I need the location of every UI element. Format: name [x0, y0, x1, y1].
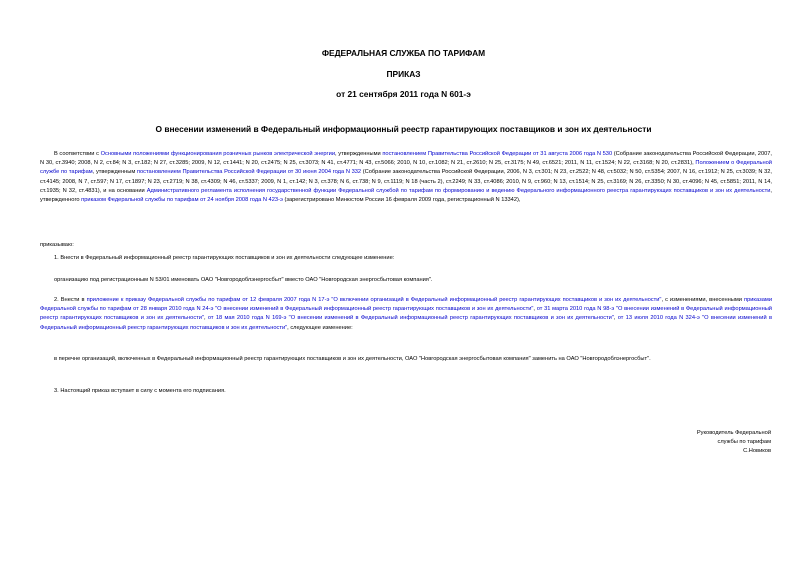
item-3-text: 3. Настоящий приказ вступает в силу с момента его подписания. [54, 388, 226, 394]
document-date-number: от 21 сентября 2011 года N 601-э [336, 89, 471, 99]
item2-link[interactable]: от 31 марта 2010 года N 98-э "О внесении изменений в Федеральный информационный реестр гарантирующих поставщиков и зон их деятельности" [40, 306, 772, 322]
preamble-text: (Собрание законодательства Российской Федерации, 2006, N 3, ст.301; N 23, ст.2522; N 48, ст.5032; N 50, ст.5354; 2007, N 16, ст.1912; N 25, ст.3039; N 32, ст.4145; 2008, N 7, ст.597; N 17, ст.1897; N 23, ст.2719; N 38, ст.4309; N 46, ст.5337; 2009, N 1, ст.142; N 3, ст.378; N 6, ст.738; N 9, ст.1119; N 18 (часть 2), ст.2249; N 33, ст.4086; 2010, N 9, ст.960; N 13, ст.1514; N 25, ст.3169; N 26, ст.3350; N 30, ст.4096; N 45, ст.5851; 2011, N 14, ст.1935; N 32, ст.4831), и на основании [40, 169, 773, 194]
preamble-paragraph [40, 150, 772, 205]
item2-text: , [203, 315, 208, 322]
preamble-text: , утвержденным [92, 169, 137, 176]
signature-line-agency: службы по тарифам [717, 439, 771, 446]
preamble-text: (зарегистрировано Минюстом России 16 февраля 2009 года, регистрационный N 13342), [282, 197, 521, 204]
item2-link[interactable]: приказами Федеральной службы по тарифам от 28 января 2010 года N 24-э "О внесении изменений в Федеральный информационный реестр гарантирующих поставщиков и зон их деятельности" [40, 297, 772, 313]
document-title: О внесении изменений в Федеральный информационный реестр гарантирующих поставщиков и зон их деятельности [155, 124, 652, 134]
item-1 [40, 254, 772, 263]
item-1-change [40, 276, 772, 285]
item2-link[interactable]: приложение к приказу Федеральной службы по тарифам от 12 февраля 2007 года N 17-э "О включении организаций в Федеральный информационный реестр гарантирующих поставщиков и зон их деятельности" [86, 297, 662, 303]
order-word-text: приказываю: [40, 242, 74, 248]
item2-link[interactable]: от 13 июля 2010 года N 324-э "О внесении изменений в Федеральный информационный реестр гарантирующих поставщиков и зон их деятельности" [40, 315, 772, 331]
signature-line-position: Руководитель Федеральной [696, 430, 771, 436]
item-2-change [40, 355, 772, 364]
preamble-link[interactable]: постановлением Правительства Российской Федерации от 31 августа 2006 года N 530 [382, 151, 613, 157]
preamble-text: , утвержденными [335, 151, 383, 157]
order-word [40, 241, 772, 250]
preamble-text: (Собрание законодательства Российской Федерации, 2007, N 30, ст.3940; 2008, N 2, ст.84; N 3, ст.182; N 27, ст.3285; 2009, N 12, ст.1441; N 20, ст.2475; N 25, ст.3073; N 41, ст.4771; N 43, ст.5066; 2010, N 10, ст.1082; N 21, ст.2610; N 25, ст.3175; N 49, ст.6521; 2011, N 11, ст.1524; N 22, ст.3168; N 20, ст.2831), [40, 151, 773, 167]
item2-text: 2. Внести в [54, 297, 87, 303]
agency-name: ФЕДЕРАЛЬНАЯ СЛУЖБА ПО ТАРИФАМ [321, 48, 486, 58]
preamble-link[interactable]: приказом Федеральной службы по тарифам от 24 ноября 2008 года N 423-э [81, 197, 283, 204]
preamble-link[interactable]: постановлением Правительства Российской Федерации от 30 июня 2004 года N 332 [136, 169, 362, 176]
item-2-change-text: в перечне организаций, включенных в Федеральный информационный реестр гарантирующих поставщиков и зон их деятельности, ОАО "Новгородская энергосбытовая компания" заменить на ОАО "Новгородоблэнергосбыт". [54, 356, 651, 362]
item-3 [40, 387, 772, 396]
item2-text: , [533, 306, 537, 313]
item2-link[interactable]: от 18 мая 2010 года N 169-э "О внесении изменений в Федеральный информационный реестр гарантирующих поставщиков и зон их деятельности" [207, 315, 614, 322]
preamble-text: В соответствии с [54, 151, 101, 157]
item2-text: , [613, 315, 618, 322]
item2-text: , следующее изменение: [287, 324, 353, 331]
document-type: ПРИКАЗ [386, 69, 421, 79]
item-1-change-text: организацию под регистрационным N 53/01 именовать ОАО "Новгородоблэнергосбыт" вместо ОАО "Новгородская энергосбытовая компания". [54, 277, 433, 283]
item2-text: , с изменениями, внесенными [661, 297, 744, 303]
item-2-paragraph [40, 296, 772, 333]
signature-block [697, 429, 771, 457]
preamble-link[interactable]: Положением о Федеральной службе по тарифам [40, 160, 772, 176]
item-1-text: 1. Внести в Федеральный информационный реестр гарантирующих поставщиков и зон их деятельности следующее изменение: [54, 255, 395, 261]
signature-line-name: С.Новиков [743, 448, 771, 455]
preamble [40, 150, 772, 205]
preamble-text: , утвержденного [40, 187, 773, 204]
preamble-link[interactable]: Основными положениями функционирования розничных рынков электрической энергии [100, 151, 335, 157]
item-2 [40, 296, 772, 333]
preamble-link[interactable]: Административного регламента исполнения государственной функции Федеральной службой по тарифам по формированию и ведению Федерального информационного реестра гарантирующих поставщиков и зон их деятельности [146, 187, 771, 194]
